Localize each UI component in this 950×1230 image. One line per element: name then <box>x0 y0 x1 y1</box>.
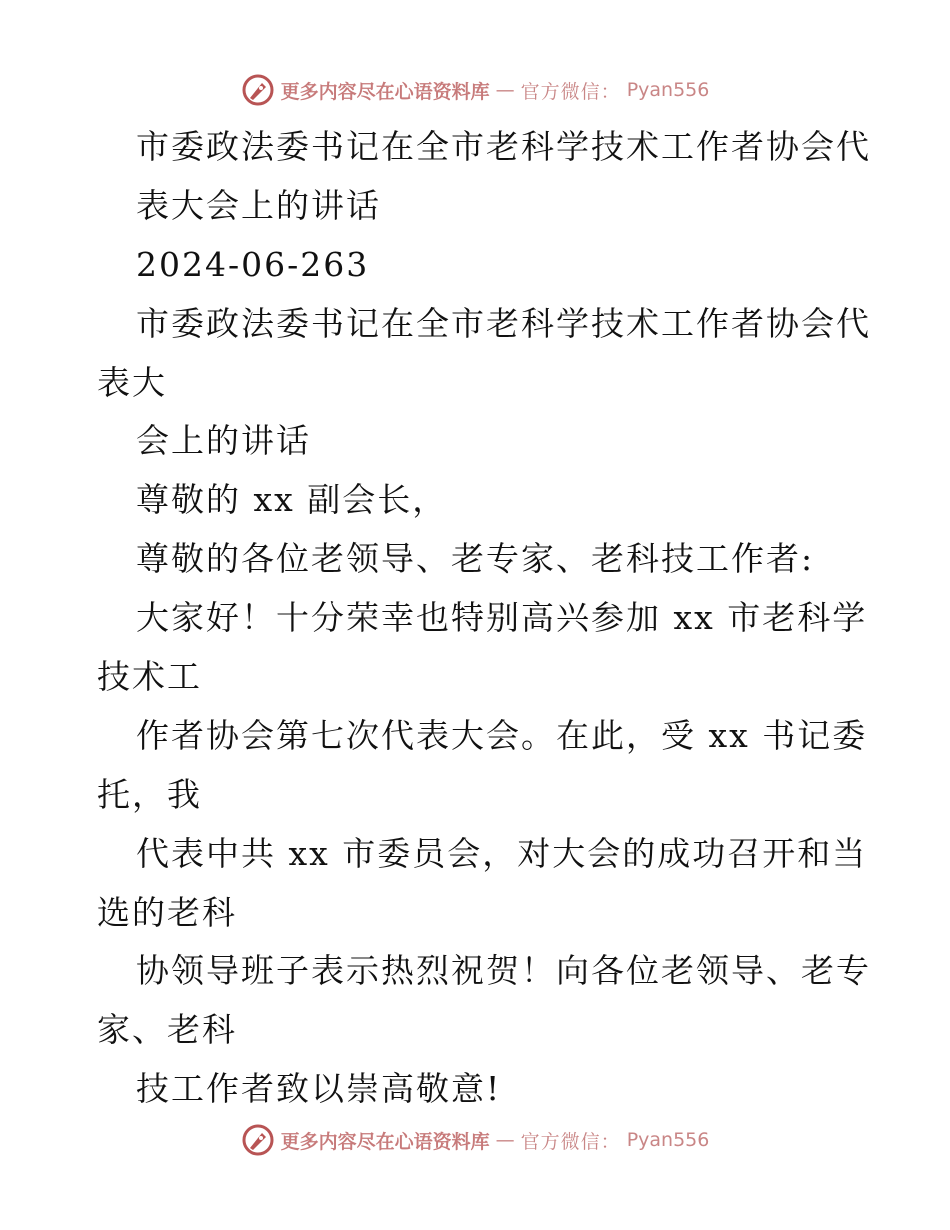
body-line: 作者协会第七次代表大会。在此，受 xx 书记委 <box>136 715 868 755</box>
watermark-wechat-id: Pyan556 <box>626 1129 710 1151</box>
body-line: 协领导班子表示热烈祝贺！向各位老领导、老专 <box>136 951 871 991</box>
heading-line-3: 会上的讲话 <box>136 421 311 461</box>
heading-line-1: 市委政法委书记在全市老科学技术工作者协会代 <box>136 303 871 343</box>
watermark-dash: — <box>495 79 515 101</box>
watermark-text: 更多内容尽在心语资料库 <box>280 80 490 103</box>
heading-line-2: 表大 <box>97 362 167 402</box>
header-watermark <box>0 70 950 110</box>
salutation-line-1: 尊敬的 xx 副会长， <box>136 480 448 520</box>
body-line: 托，我 <box>97 774 202 814</box>
watermark-wechat-id: Pyan556 <box>626 79 710 101</box>
pen-nib-logo-icon <box>241 73 275 107</box>
document-body <box>0 118 950 1119</box>
footer-watermark <box>0 1120 950 1160</box>
watermark-label: 官方微信： <box>520 80 621 103</box>
salutation-line-2: 尊敬的各位老领导、老专家、老科技工作者: <box>136 539 815 579</box>
body-line: 技工作者致以崇高敬意! <box>136 1069 502 1109</box>
pen-nib-logo-icon <box>241 1123 275 1157</box>
body-line: 选的老科 <box>97 892 237 932</box>
watermark-text: 更多内容尽在心语资料库 <box>280 1130 490 1153</box>
body-line: 大家好！十分荣幸也特别高兴参加 xx 市老科学 <box>136 598 868 638</box>
watermark-dash: — <box>495 1129 515 1151</box>
body-line: 家、老科 <box>97 1010 237 1050</box>
title-line-1: 市委政法委书记在全市老科学技术工作者协会代 <box>136 127 871 166</box>
body-line: 代表中共 xx 市委员会，对大会的成功召开和当 <box>136 833 868 873</box>
date-line: 2024-06-263 <box>136 244 370 284</box>
title-line-2: 表大会上的讲话 <box>136 185 381 225</box>
watermark-label: 官方微信： <box>520 1130 621 1153</box>
body-line: 技术工 <box>97 657 202 697</box>
